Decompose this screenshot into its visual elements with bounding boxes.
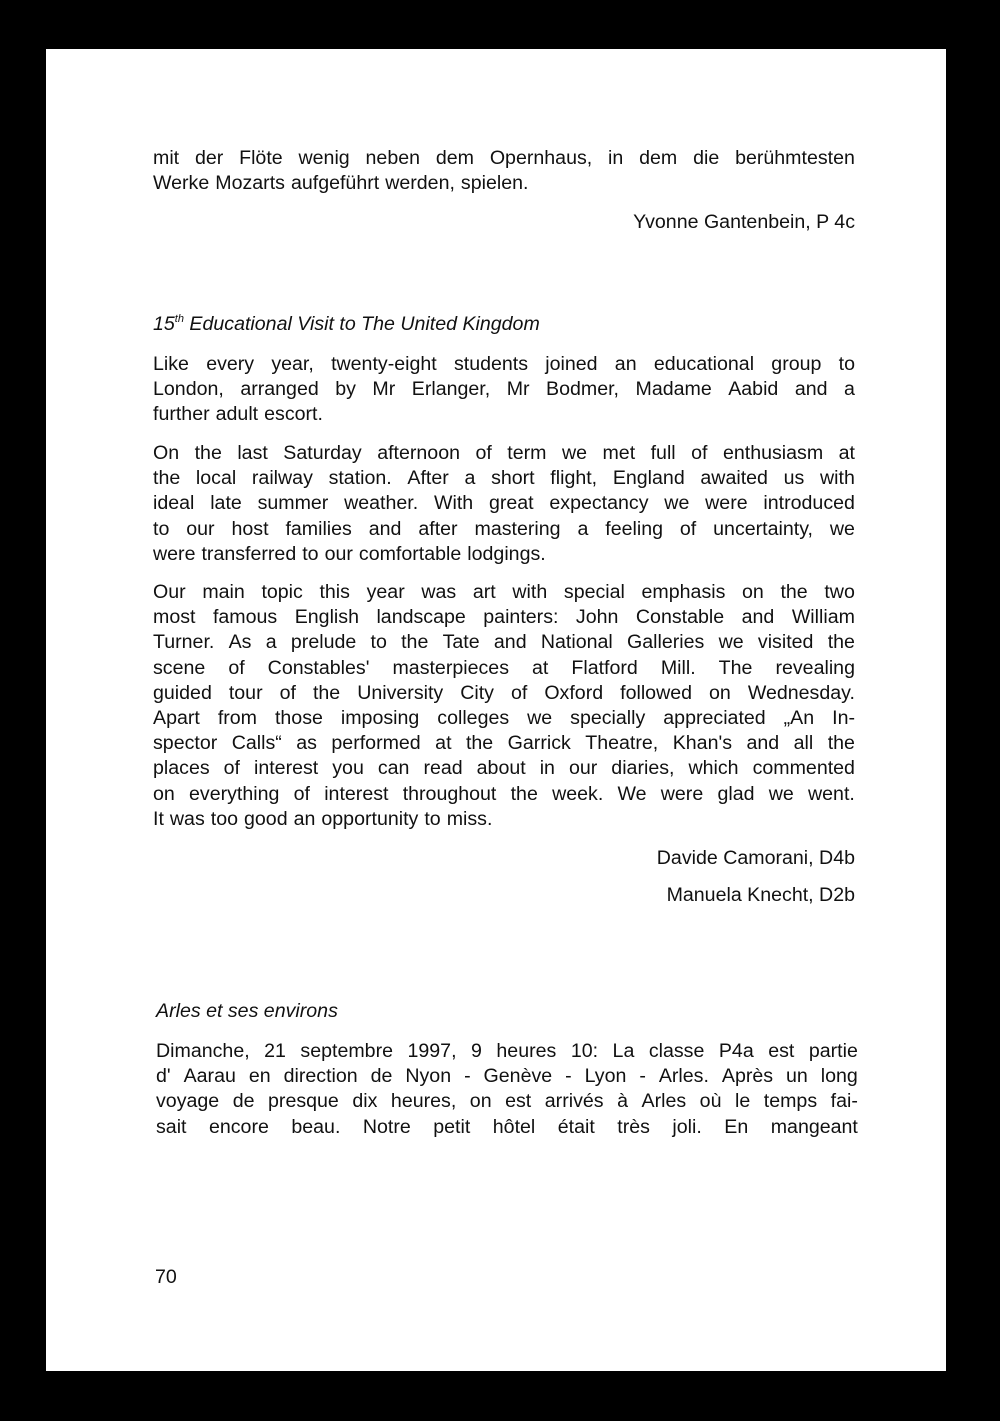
word: were: [153, 542, 196, 565]
uk-visit-paragraph-1: [153, 352, 855, 428]
text-line: [156, 1039, 858, 1064]
word: students: [453, 353, 529, 375]
text-line: [153, 146, 855, 171]
word: classe: [648, 1040, 705, 1062]
word: as: [296, 732, 317, 755]
word: twenty-eight: [331, 353, 437, 375]
word: de: [232, 1090, 255, 1113]
word: temps: [763, 1090, 818, 1113]
word: at: [532, 656, 549, 679]
word: miss.: [446, 807, 493, 830]
word: weather.: [344, 492, 419, 515]
word: year,: [271, 353, 314, 375]
word: der: [194, 147, 224, 169]
word: from: [217, 707, 257, 730]
word: throughout: [402, 782, 497, 805]
word: en: [248, 1065, 271, 1088]
word: painters:: [483, 606, 559, 629]
word: La: [612, 1040, 635, 1062]
word: the: [827, 732, 855, 755]
word: on: [153, 782, 175, 805]
word: afternoon: [377, 442, 460, 464]
heading-ordinal-suffix: th: [174, 313, 184, 325]
word: tour: [228, 681, 263, 704]
word: University: [357, 681, 444, 704]
word: in: [608, 147, 624, 169]
word: National: [540, 631, 613, 654]
word: famous: [212, 606, 278, 629]
word: and: [746, 732, 780, 755]
arles-heading: Arles et ses environs: [156, 1000, 338, 1022]
word: joined: [545, 353, 598, 375]
word: Khan's: [672, 732, 733, 755]
word: awaited: [700, 467, 768, 490]
word: 9: [471, 1040, 482, 1062]
document-page: [46, 49, 946, 1371]
word: Aarau: [183, 1065, 236, 1088]
word: we: [768, 782, 794, 805]
word: at: [435, 732, 452, 755]
word: places: [153, 757, 210, 780]
text-line: [153, 352, 855, 377]
intro-paragraph: [153, 146, 855, 196]
word: Saturday: [283, 442, 362, 464]
word: at: [838, 442, 855, 464]
word: neben: [365, 147, 421, 169]
word: was: [169, 807, 205, 830]
word: -: [639, 1065, 646, 1088]
text-line: [156, 1064, 858, 1089]
word: summer: [257, 492, 329, 515]
word: and: [794, 378, 828, 401]
text-line: [153, 402, 855, 427]
signature-knecht: Manuela Knecht, D2b: [666, 884, 855, 906]
word: London,: [153, 378, 224, 401]
word: special: [563, 581, 625, 603]
word: John: [575, 606, 619, 629]
word: last: [237, 442, 268, 464]
word: to: [424, 807, 441, 830]
word: glad: [717, 782, 755, 805]
word: Flatford: [571, 656, 638, 679]
word: le: [734, 1090, 751, 1113]
word: die: [693, 147, 720, 169]
word: visited: [757, 631, 814, 654]
word: an: [614, 353, 637, 375]
word: 10:: [570, 1040, 599, 1062]
word: those: [274, 707, 323, 730]
word: two: [824, 581, 855, 603]
word: colleges: [437, 707, 510, 730]
word: mangeant: [770, 1115, 858, 1138]
word: we: [829, 517, 855, 540]
word: escort.: [264, 403, 323, 426]
word: of: [279, 681, 296, 704]
word: the: [510, 782, 538, 805]
signature-gantenbein: Yvonne Gantenbein, P 4c: [633, 211, 855, 233]
word: Garrick: [507, 732, 571, 755]
word: En: [724, 1115, 749, 1138]
word: sait: [156, 1115, 187, 1138]
word: uncertainty,: [713, 517, 813, 540]
word: you: [332, 757, 364, 780]
word: Apart: [153, 707, 200, 730]
word: with: [512, 581, 548, 603]
word: est: [768, 1040, 795, 1062]
arles-paragraph: [156, 1039, 858, 1140]
text-line: [156, 1089, 858, 1114]
word: heures,: [390, 1090, 457, 1113]
word: transferred: [201, 542, 297, 565]
word: petit: [433, 1115, 471, 1138]
word: of: [223, 757, 240, 780]
word: year: [366, 581, 405, 603]
word: were: [705, 492, 748, 515]
text-line: [153, 782, 855, 807]
word: most: [153, 606, 196, 629]
page-number: 70: [155, 1266, 177, 1288]
word: comfortable: [358, 542, 462, 565]
text-line: [153, 731, 855, 756]
word: opportunity: [321, 807, 419, 830]
word: a: [464, 467, 476, 490]
word: art: [472, 581, 496, 603]
word: too: [210, 807, 238, 830]
word: Mill.: [660, 656, 696, 679]
word: specially: [570, 707, 646, 730]
word: topic: [261, 581, 303, 603]
word: which: [688, 757, 739, 780]
word: to: [838, 353, 855, 375]
word: Mr: [506, 378, 530, 401]
word: wenig: [298, 147, 350, 169]
word: the: [465, 732, 494, 755]
text-line: [153, 706, 855, 731]
word: we: [664, 492, 690, 515]
word: Notre: [362, 1115, 411, 1138]
word: interest: [253, 757, 319, 780]
word: performed: [331, 732, 421, 755]
word: P4a: [718, 1040, 754, 1062]
word: we: [718, 631, 744, 654]
word: group: [771, 353, 822, 375]
word: ideal: [153, 492, 195, 515]
word: went.: [808, 782, 855, 805]
uk-visit-paragraph-2: [153, 441, 855, 567]
word: of: [228, 656, 245, 679]
word: 21: [264, 1040, 286, 1062]
word: We: [617, 782, 647, 805]
word: emphasis: [641, 581, 726, 603]
word: dix: [352, 1090, 378, 1113]
text-line: [153, 656, 855, 681]
word: très: [617, 1115, 650, 1138]
word: of: [293, 782, 310, 805]
word: aufgeführt: [290, 172, 380, 195]
word: adult: [215, 403, 259, 426]
word: lodgings.: [467, 542, 546, 565]
word: enthusiasm: [722, 442, 824, 464]
word: our: [568, 757, 598, 780]
word: on: [469, 1090, 492, 1113]
word: voyage: [156, 1090, 220, 1113]
word: un: [786, 1065, 808, 1088]
word: joli.: [672, 1115, 702, 1138]
uk-visit-heading: [153, 313, 540, 336]
word: our: [324, 542, 353, 565]
word: Turner.: [153, 631, 215, 654]
text-line: [153, 466, 855, 491]
text-line: [153, 580, 855, 605]
text-line: [153, 630, 855, 655]
word: the: [780, 581, 808, 603]
word: was: [421, 581, 457, 603]
word: Constables': [267, 656, 370, 679]
word: read: [423, 757, 463, 780]
word: good: [244, 807, 288, 830]
word: revealing: [775, 656, 855, 679]
word: in: [539, 757, 555, 780]
word: English: [294, 606, 359, 629]
word: England: [612, 467, 685, 490]
word: of: [510, 681, 528, 704]
word: 1997,: [407, 1040, 457, 1062]
word: Flöte: [239, 147, 283, 169]
word: werden,: [385, 172, 455, 195]
text-line: [153, 377, 855, 402]
word: d': [156, 1065, 171, 1088]
word: we: [527, 707, 553, 730]
word: As: [228, 631, 252, 654]
text-line: [153, 171, 855, 196]
word: about: [476, 757, 526, 780]
word: of: [475, 442, 492, 464]
word: and: [493, 631, 527, 654]
word: dem: [639, 147, 678, 169]
text-line: [153, 441, 855, 466]
word: introduced: [763, 492, 855, 515]
word: „An: [783, 707, 815, 730]
word: The: [718, 656, 753, 679]
word: Opernhaus,: [489, 147, 593, 169]
word: great: [488, 492, 534, 515]
uk-visit-paragraph-3: [153, 580, 855, 832]
word: arrivés: [544, 1090, 604, 1113]
text-line: [153, 542, 855, 567]
word: main: [202, 581, 245, 603]
word: berühmtesten: [735, 147, 855, 169]
word: Bodmer,: [546, 378, 620, 401]
word: After: [407, 467, 449, 490]
word: de: [370, 1065, 393, 1088]
word: spector: [153, 732, 218, 755]
word: Erlanger,: [411, 378, 491, 401]
word: and: [741, 606, 775, 629]
word: hôtel: [492, 1115, 536, 1138]
word: beau.: [291, 1115, 341, 1138]
word: of: [691, 442, 708, 464]
word: week.: [552, 782, 604, 805]
word: flight,: [550, 467, 598, 490]
word: all: [793, 732, 814, 755]
word: It: [153, 807, 164, 830]
word: Galleries: [627, 631, 705, 654]
word: everything: [189, 782, 280, 805]
word: partie: [808, 1040, 858, 1062]
word: Arles.: [658, 1065, 709, 1088]
word: arranged: [240, 378, 319, 401]
word: On: [153, 442, 180, 464]
word: dem: [435, 147, 474, 169]
heading-title: Educational Visit to The United Kingdom: [183, 313, 540, 335]
word: Nyon: [405, 1065, 452, 1088]
word: guided: [153, 681, 212, 704]
word: to: [370, 631, 387, 654]
word: long: [820, 1065, 858, 1088]
word: us: [783, 467, 805, 490]
word: Après: [721, 1065, 774, 1088]
word: où: [699, 1090, 722, 1113]
word: heures: [496, 1040, 557, 1062]
word: Oxford: [544, 681, 604, 704]
word: Aabid: [728, 378, 779, 401]
word: with: [820, 467, 855, 490]
word: interest: [324, 782, 389, 805]
word: presque: [268, 1090, 339, 1113]
word: railway: [251, 467, 313, 490]
word: of: [679, 517, 697, 540]
word: educational: [653, 353, 755, 375]
word: an: [293, 807, 316, 830]
word: local: [195, 467, 237, 490]
word: In-: [832, 707, 855, 730]
word: prelude: [290, 631, 357, 654]
word: on: [709, 681, 731, 704]
text-line: [153, 517, 855, 542]
word: était: [557, 1115, 595, 1138]
word: est: [505, 1090, 532, 1113]
word: expectancy: [549, 492, 649, 515]
word: after: [418, 517, 458, 540]
word: -: [565, 1065, 572, 1088]
word: Madame: [635, 378, 712, 401]
word: scene: [153, 656, 206, 679]
word: landscape: [376, 606, 466, 629]
word: Dimanche,: [156, 1040, 250, 1062]
word: spielen.: [460, 172, 529, 195]
word: fai-: [830, 1090, 858, 1113]
word: met: [602, 442, 636, 464]
word: William: [791, 606, 855, 629]
word: Tate: [442, 631, 480, 654]
word: full: [650, 442, 676, 464]
word: short: [491, 467, 535, 490]
word: imposing: [340, 707, 420, 730]
word: Like: [153, 353, 189, 375]
word: encore: [208, 1115, 269, 1138]
heading-number: 15: [153, 313, 175, 335]
word: Wednesday.: [747, 681, 855, 704]
word: septembre: [300, 1040, 393, 1062]
word: Mr: [372, 378, 396, 401]
word: Werke: [153, 172, 210, 195]
word: our: [186, 517, 215, 540]
word: a: [844, 378, 855, 401]
word: mit: [153, 147, 180, 169]
word: Genève: [483, 1065, 553, 1088]
word: by: [335, 378, 356, 401]
word: City: [460, 681, 494, 704]
word: direction: [283, 1065, 358, 1088]
word: Constable: [635, 606, 725, 629]
word: Lyon: [584, 1065, 627, 1088]
word: Calls“: [231, 732, 282, 755]
text-line: [153, 807, 855, 832]
word: to: [153, 517, 170, 540]
word: can: [377, 757, 410, 780]
word: further: [153, 403, 210, 426]
word: late: [210, 492, 242, 515]
word: term: [507, 442, 547, 464]
word: station.: [328, 467, 392, 490]
text-line: [153, 491, 855, 516]
word: on: [742, 581, 764, 603]
word: families: [285, 517, 352, 540]
word: a: [265, 631, 277, 654]
word: followed: [620, 681, 693, 704]
word: masterpieces: [392, 656, 509, 679]
word: to: [302, 542, 319, 565]
text-line: [156, 1115, 858, 1140]
word: host: [231, 517, 269, 540]
word: and: [368, 517, 402, 540]
word: Arles: [641, 1090, 687, 1113]
word: à: [617, 1090, 628, 1113]
word: appreciated: [663, 707, 766, 730]
word: commented: [752, 757, 855, 780]
text-line: [153, 681, 855, 706]
word: the: [827, 631, 855, 654]
word: diaries,: [611, 757, 675, 780]
word: mastering: [474, 517, 561, 540]
word: the: [401, 631, 429, 654]
word: a: [577, 517, 589, 540]
word: -: [464, 1065, 471, 1088]
word: Theatre,: [585, 732, 659, 755]
word: Our: [153, 581, 186, 603]
word: the: [153, 467, 181, 490]
signature-camorani: Davide Camorani, D4b: [656, 847, 855, 869]
word: we: [561, 442, 587, 464]
text-line: [153, 605, 855, 630]
word: this: [319, 581, 350, 603]
word: feeling: [605, 517, 663, 540]
word: every: [206, 353, 255, 375]
word: With: [433, 492, 474, 515]
word: the: [194, 442, 222, 464]
word: Mozarts: [215, 172, 285, 195]
text-line: [153, 756, 855, 781]
word: were: [660, 782, 704, 805]
word: the: [312, 681, 341, 704]
